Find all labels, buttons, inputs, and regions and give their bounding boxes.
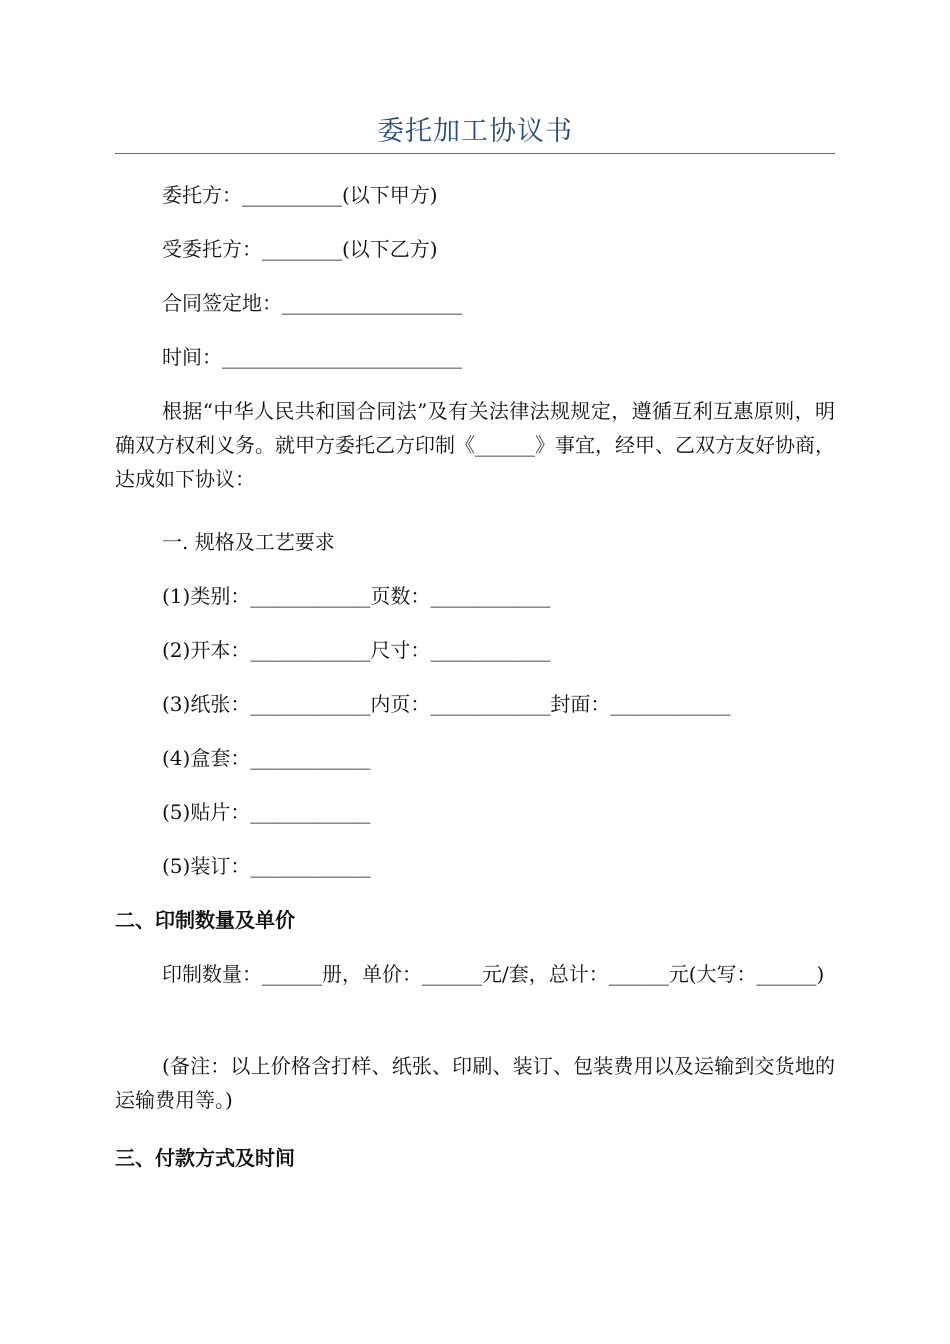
quantity-paragraph: 印制数量：______册，单价：______元/套，总计：______元(大写：______) <box>162 962 825 986</box>
client-field: 委托方：__________(以下甲方) <box>162 183 438 207</box>
section1-title: 一. 规格及工艺要求 <box>162 530 335 554</box>
title-underline <box>115 153 835 154</box>
spec-item: (2)开本：____________尺寸：____________ <box>162 638 551 662</box>
section2-heading: 二、印制数量及单价 <box>115 908 295 932</box>
spec-item: (5)贴片：____________ <box>162 800 371 824</box>
time-field: 时间：________________________ <box>162 345 462 369</box>
document-title: 委托加工协议书 <box>377 116 573 147</box>
note-paragraph: (备注：以上价格含打样、纸张、印刷、装订、包装费用以及运输到交货地的运输费用等。) <box>115 1054 835 1112</box>
spec-item: (3)纸张：____________内页：____________封面：____________ <box>162 692 731 716</box>
intro-paragraph: 根据“中华人民共和国合同法”及有关法律法规规定，遵循互利互惠原则，明确双方权利义务。就甲方委托乙方印制《______》事宜，经甲、乙双方友好协商，达成如下协议： <box>115 399 835 491</box>
section3-heading: 三、付款方式及时间 <box>115 1146 295 1170</box>
contractor-field: 受委托方：________(以下乙方) <box>162 237 438 261</box>
spec-item: (5)装订：____________ <box>162 854 371 878</box>
spec-item: (4)盒套：____________ <box>162 746 371 770</box>
sign-place-field: 合同签定地：__________________ <box>162 291 462 315</box>
spec-item: (1)类别：____________页数：____________ <box>162 584 551 608</box>
